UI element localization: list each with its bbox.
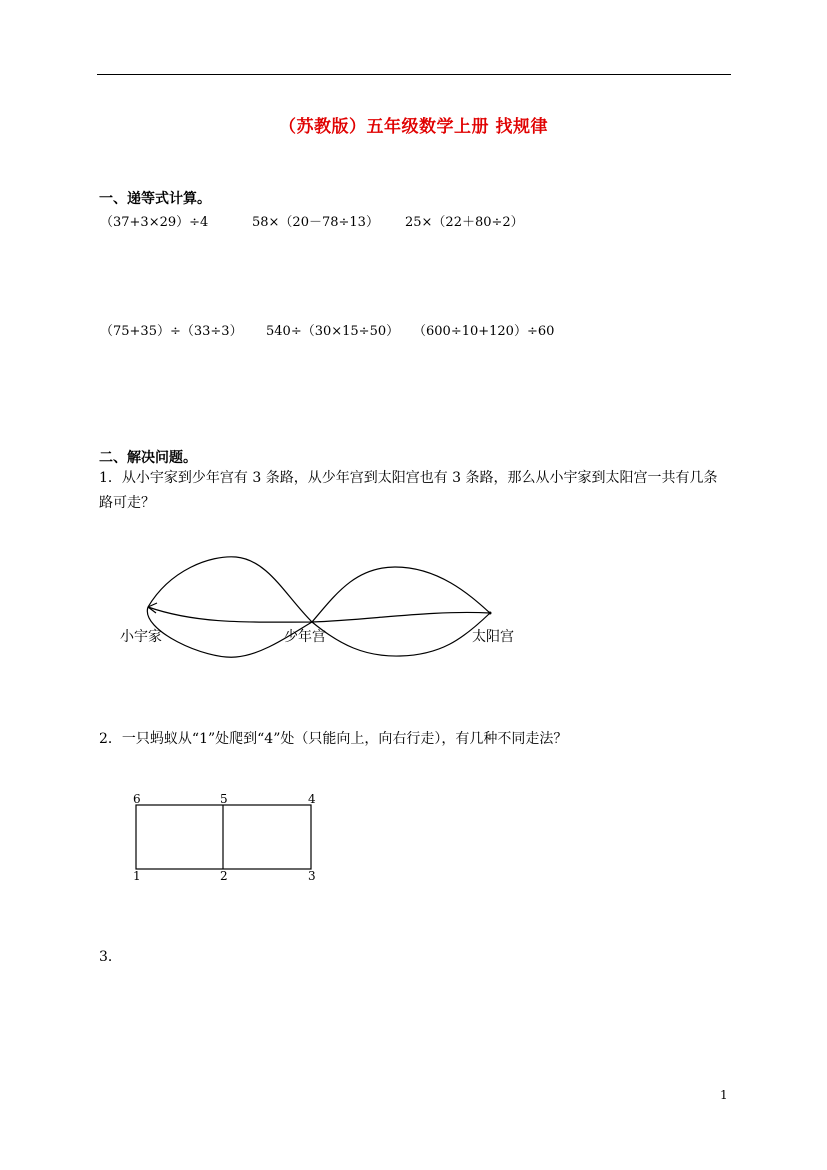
- calc-item: （37+3×29）÷4: [100, 215, 209, 230]
- section1-heading: 一、递等式计算。: [99, 191, 211, 207]
- point-label: 6: [133, 792, 141, 806]
- route-upper-right: [312, 567, 490, 622]
- section2-heading: 二、解决问题。: [99, 450, 197, 466]
- calc-item: 540÷（30×15÷50）: [266, 324, 400, 339]
- calc-item: （75+35）÷（33÷3）: [100, 324, 243, 339]
- label-youth-palace: 少年宫: [284, 629, 326, 645]
- point-label: 1: [133, 869, 141, 883]
- question-2: 2．一只蚂蚁从“1”处爬到“4”处（只能向上，向右行走），有几种不同走法？: [99, 731, 568, 747]
- grid-diagram: [136, 805, 311, 869]
- question-1-line2: 路可走？: [99, 495, 155, 511]
- point-label: 2: [220, 869, 228, 883]
- page-number: 1: [720, 1088, 728, 1102]
- label-home: 小宇家: [120, 629, 162, 645]
- calc-item: 25×（22＋80÷2）: [405, 215, 524, 230]
- calc-item: 58×（20－78÷13）: [252, 215, 379, 230]
- point-label: 5: [220, 792, 228, 806]
- point-label: 3: [308, 869, 316, 883]
- question-1-line1: 1．从小宇家到少年宫有 3 条路，从少年宫到太阳宫也有 3 条路，那么从小宇家到太阳宫一共有几条: [99, 470, 718, 486]
- point-label: 4: [308, 792, 316, 806]
- question-3: 3．: [99, 949, 122, 965]
- route-upper-left: [148, 557, 312, 622]
- page-title: （苏教版）五年级数学上册 找规律: [279, 117, 548, 137]
- route-lower-right: [312, 613, 490, 656]
- label-sun-palace: 太阳宫: [472, 629, 514, 645]
- end-dot: [489, 612, 492, 615]
- calc-item: （600÷10+120）÷60: [413, 324, 555, 339]
